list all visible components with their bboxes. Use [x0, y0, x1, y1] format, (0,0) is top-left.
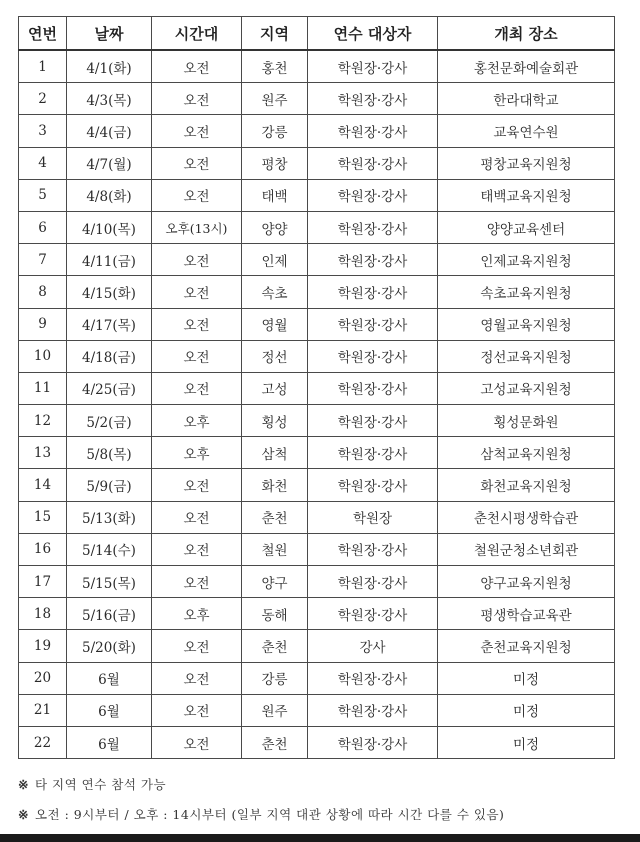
table-row [19, 308, 615, 340]
cell-number: 10 [19, 340, 67, 372]
cell-time-slot: 오전 [152, 340, 242, 372]
cell-date: 5/16(금) [67, 598, 152, 630]
cell-date: 6월 [67, 726, 152, 758]
cell-target-audience: 학원장·강사 [308, 566, 438, 598]
cell-target-audience: 학원장·강사 [308, 662, 438, 694]
cell-venue: 태백교육지원청 [438, 179, 615, 211]
cell-time-slot: 오전 [152, 566, 242, 598]
cell-region: 평창 [242, 147, 308, 179]
cell-target-audience: 학원장·강사 [308, 469, 438, 501]
cell-venue: 인제교육지원청 [438, 244, 615, 276]
cell-date: 5/13(화) [67, 501, 152, 533]
cell-date: 4/1(화) [67, 50, 152, 83]
cell-number: 16 [19, 533, 67, 565]
note-mark: ※ [18, 807, 29, 822]
cell-number: 20 [19, 662, 67, 694]
cell-region: 동해 [242, 598, 308, 630]
cell-date: 4/15(화) [67, 276, 152, 308]
header-date: 날짜 [67, 17, 152, 51]
cell-number: 12 [19, 405, 67, 437]
cell-date: 4/7(월) [67, 147, 152, 179]
cell-region: 원주 [242, 83, 308, 115]
cell-target-audience: 학원장·강사 [308, 147, 438, 179]
cell-venue: 양양교육센터 [438, 211, 615, 243]
cell-venue: 고성교육지원청 [438, 372, 615, 404]
cell-target-audience: 학원장·강사 [308, 244, 438, 276]
cell-region: 철원 [242, 533, 308, 565]
cell-region: 춘천 [242, 501, 308, 533]
training-schedule-table [18, 16, 615, 759]
cell-venue: 춘천교육지원청 [438, 630, 615, 662]
cell-date: 5/2(금) [67, 405, 152, 437]
cell-time-slot: 오전 [152, 50, 242, 83]
cell-venue: 횡성문화원 [438, 405, 615, 437]
note-time-info [18, 800, 618, 830]
header-target-audience: 연수 대상자 [308, 17, 438, 51]
table-row [19, 405, 615, 437]
header-number: 연번 [19, 17, 67, 51]
cell-date: 4/18(금) [67, 340, 152, 372]
cell-region: 양양 [242, 211, 308, 243]
cell-time-slot: 오전 [152, 147, 242, 179]
table-row [19, 726, 615, 758]
cell-date: 4/11(금) [67, 244, 152, 276]
cell-target-audience: 학원장·강사 [308, 276, 438, 308]
cell-target-audience: 학원장·강사 [308, 340, 438, 372]
cell-venue: 철원군청소년회관 [438, 533, 615, 565]
cell-number: 9 [19, 308, 67, 340]
header-region: 지역 [242, 17, 308, 51]
cell-target-audience: 강사 [308, 630, 438, 662]
cell-venue: 정선교육지원청 [438, 340, 615, 372]
table-row [19, 50, 615, 83]
cell-target-audience: 학원장·강사 [308, 405, 438, 437]
cell-number: 2 [19, 83, 67, 115]
table-row [19, 372, 615, 404]
note-mark: ※ [18, 777, 29, 792]
table-row [19, 501, 615, 533]
cell-region: 강릉 [242, 115, 308, 147]
cell-venue: 평창교육지원청 [438, 147, 615, 179]
header-venue: 개최 장소 [438, 17, 615, 51]
cell-number: 1 [19, 50, 67, 83]
cell-venue: 교육연수원 [438, 115, 615, 147]
cell-time-slot: 오전 [152, 501, 242, 533]
cell-number: 15 [19, 501, 67, 533]
table-row [19, 147, 615, 179]
cell-target-audience: 학원장·강사 [308, 211, 438, 243]
schedule-sheet [18, 16, 614, 759]
table-row [19, 340, 615, 372]
cell-time-slot: 오전 [152, 244, 242, 276]
cell-region: 강릉 [242, 662, 308, 694]
cell-venue: 양구교육지원청 [438, 566, 615, 598]
cell-date: 4/3(목) [67, 83, 152, 115]
cell-number: 21 [19, 694, 67, 726]
cell-time-slot: 오후 [152, 437, 242, 469]
cell-date: 4/25(금) [67, 372, 152, 404]
cell-time-slot: 오전 [152, 533, 242, 565]
cell-region: 원주 [242, 694, 308, 726]
cell-time-slot: 오전 [152, 662, 242, 694]
table-row [19, 662, 615, 694]
cell-target-audience: 학원장·강사 [308, 694, 438, 726]
cell-date: 5/20(화) [67, 630, 152, 662]
cell-date: 5/14(수) [67, 533, 152, 565]
cell-date: 4/17(목) [67, 308, 152, 340]
cell-date: 4/10(목) [67, 211, 152, 243]
cell-time-slot: 오전 [152, 469, 242, 501]
cell-date: 5/15(목) [67, 566, 152, 598]
cell-number: 3 [19, 115, 67, 147]
table-row [19, 630, 615, 662]
bottom-bar [0, 834, 640, 842]
cell-venue: 미정 [438, 694, 615, 726]
note-text: 타 지역 연수 참석 가능 [34, 777, 167, 792]
cell-region: 삼척 [242, 437, 308, 469]
cell-venue: 평생학습교육관 [438, 598, 615, 630]
cell-target-audience: 학원장·강사 [308, 533, 438, 565]
cell-target-audience: 학원장 [308, 501, 438, 533]
cell-region: 춘천 [242, 630, 308, 662]
cell-target-audience: 학원장·강사 [308, 115, 438, 147]
cell-time-slot: 오전 [152, 372, 242, 404]
table-row [19, 179, 615, 211]
cell-time-slot: 오전 [152, 276, 242, 308]
cell-date: 5/8(목) [67, 437, 152, 469]
cell-date: 5/9(금) [67, 469, 152, 501]
cell-number: 19 [19, 630, 67, 662]
cell-time-slot: 오후(13시) [152, 211, 242, 243]
cell-target-audience: 학원장·강사 [308, 83, 438, 115]
note-other-region [18, 770, 618, 800]
table-row [19, 83, 615, 115]
cell-time-slot: 오후 [152, 405, 242, 437]
cell-number: 13 [19, 437, 67, 469]
cell-region: 횡성 [242, 405, 308, 437]
table-row [19, 115, 615, 147]
notes-section [18, 770, 618, 830]
cell-region: 고성 [242, 372, 308, 404]
cell-venue: 삼척교육지원청 [438, 437, 615, 469]
cell-number: 17 [19, 566, 67, 598]
cell-date: 6월 [67, 694, 152, 726]
cell-number: 22 [19, 726, 67, 758]
table-row [19, 694, 615, 726]
cell-venue: 속초교육지원청 [438, 276, 615, 308]
cell-number: 6 [19, 211, 67, 243]
table-row [19, 566, 615, 598]
cell-target-audience: 학원장·강사 [308, 50, 438, 83]
cell-number: 8 [19, 276, 67, 308]
table-row [19, 533, 615, 565]
cell-target-audience: 학원장·강사 [308, 308, 438, 340]
cell-number: 7 [19, 244, 67, 276]
cell-time-slot: 오전 [152, 308, 242, 340]
cell-venue: 홍천문화예술회관 [438, 50, 615, 83]
cell-time-slot: 오전 [152, 726, 242, 758]
header-time-slot: 시간대 [152, 17, 242, 51]
table-row [19, 244, 615, 276]
table-row [19, 211, 615, 243]
cell-venue: 춘천시평생학습관 [438, 501, 615, 533]
table-header [19, 17, 615, 51]
cell-date: 6월 [67, 662, 152, 694]
cell-time-slot: 오전 [152, 630, 242, 662]
table-row [19, 598, 615, 630]
cell-number: 5 [19, 179, 67, 211]
cell-date: 4/4(금) [67, 115, 152, 147]
cell-number: 4 [19, 147, 67, 179]
cell-region: 정선 [242, 340, 308, 372]
cell-time-slot: 오전 [152, 115, 242, 147]
table-body [19, 50, 615, 759]
cell-venue: 미정 [438, 726, 615, 758]
cell-target-audience: 학원장·강사 [308, 437, 438, 469]
table-row [19, 276, 615, 308]
cell-venue: 화천교육지원청 [438, 469, 615, 501]
header-row [19, 17, 615, 51]
cell-region: 태백 [242, 179, 308, 211]
cell-target-audience: 학원장·강사 [308, 598, 438, 630]
cell-region: 속초 [242, 276, 308, 308]
cell-venue: 영월교육지원청 [438, 308, 615, 340]
cell-date: 4/8(화) [67, 179, 152, 211]
cell-venue: 한라대학교 [438, 83, 615, 115]
cell-number: 14 [19, 469, 67, 501]
cell-number: 11 [19, 372, 67, 404]
cell-region: 화천 [242, 469, 308, 501]
cell-venue: 미정 [438, 662, 615, 694]
note-text: 오전 : 9시부터 / 오후 : 14시부터 (일부 지역 대관 상황에 따라 시간 다를 수 있음) [34, 807, 505, 822]
cell-time-slot: 오후 [152, 598, 242, 630]
cell-target-audience: 학원장·강사 [308, 726, 438, 758]
table-row [19, 469, 615, 501]
cell-region: 인제 [242, 244, 308, 276]
cell-region: 춘천 [242, 726, 308, 758]
table-row [19, 437, 615, 469]
cell-time-slot: 오전 [152, 179, 242, 211]
cell-number: 18 [19, 598, 67, 630]
cell-region: 양구 [242, 566, 308, 598]
cell-region: 홍천 [242, 50, 308, 83]
cell-target-audience: 학원장·강사 [308, 179, 438, 211]
cell-region: 영월 [242, 308, 308, 340]
cell-time-slot: 오전 [152, 83, 242, 115]
cell-time-slot: 오전 [152, 694, 242, 726]
cell-target-audience: 학원장·강사 [308, 372, 438, 404]
